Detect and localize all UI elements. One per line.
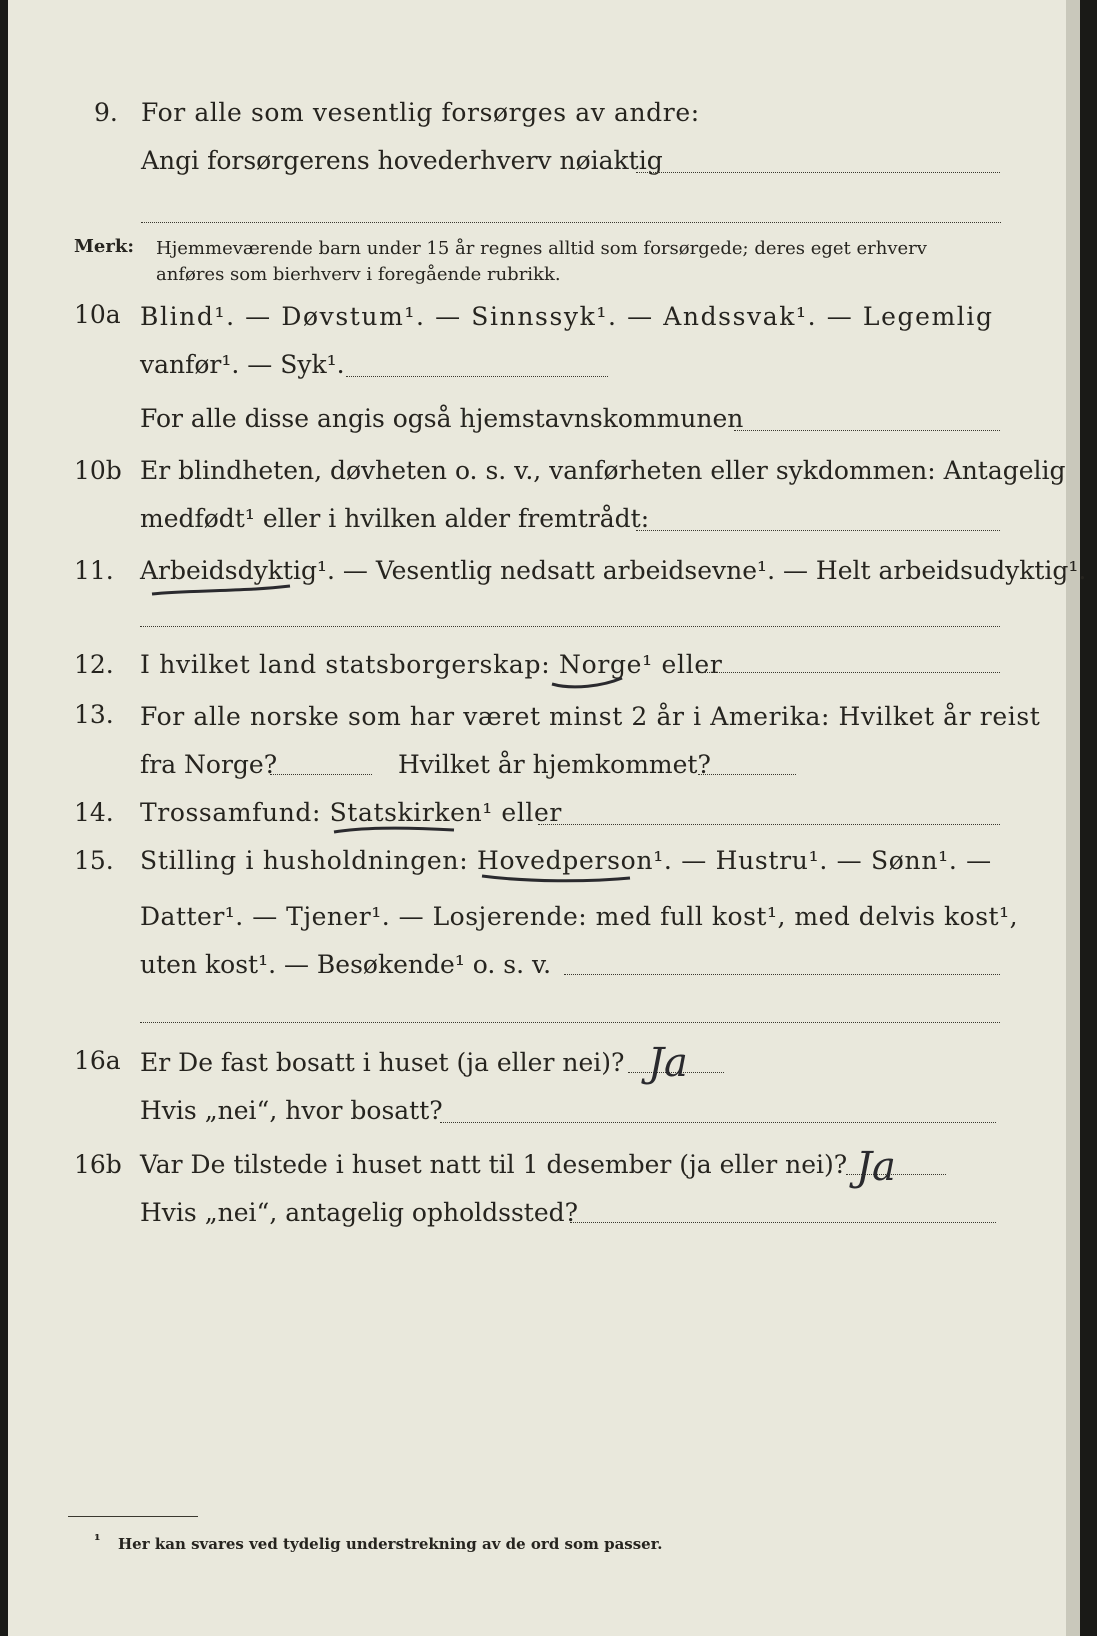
- q10a-number: 10a: [74, 300, 121, 329]
- q14-answer-line[interactable]: [538, 824, 1000, 825]
- q13-hjemkommet-line[interactable]: [698, 774, 796, 775]
- footnote-text: Her kan svares ved tydelig understrekning av de ord som passer.: [118, 1535, 663, 1553]
- q9-line1: For alle som vesentlig forsørges av andre:: [141, 98, 700, 127]
- footnote-rule: [68, 1516, 198, 1517]
- q10b-number: 10b: [74, 456, 122, 485]
- census-form-page: [8, 0, 1087, 1636]
- q9-answer-line[interactable]: [636, 172, 1000, 173]
- q16a-line2: Hvis „nei“, hvor bosatt?: [140, 1096, 443, 1125]
- q11-answer-line[interactable]: [140, 626, 1000, 627]
- q15-underline-mark: [478, 868, 638, 888]
- q10b-answer-line[interactable]: [636, 530, 1000, 531]
- q16b-line2: Hvis „nei“, antagelig opholdssted?: [140, 1198, 579, 1227]
- merk-line2: anføres som bierhverv i foregående rubrikk.: [156, 264, 561, 285]
- q9-answer-line-2[interactable]: [141, 222, 1001, 223]
- q12-line1: I hvilket land statsborgerskap: Norge¹ eller: [140, 650, 723, 679]
- q13-line2b: Hvilket år hjemkommet?: [398, 750, 711, 779]
- q15-line2: Datter¹. — Tjener¹. — Losjerende: med full kost¹, med delvis kost¹,: [140, 902, 1019, 931]
- q16a-line1: Er De fast bosatt i huset (ja eller nei)?: [140, 1048, 625, 1077]
- q16a-number: 16a: [74, 1046, 121, 1075]
- footnote-mark: ¹: [94, 1531, 101, 1549]
- q15-line1: Stilling i husholdningen: Hovedperson¹. — Hustru¹. — Sønn¹. —: [140, 846, 992, 875]
- q15-line3: uten kost¹. — Besøkende¹ o. s. v.: [140, 950, 552, 979]
- q12-underline-mark: [548, 672, 628, 692]
- q9-number: 9.: [94, 98, 118, 127]
- q10b-line2: medfødt¹ eller i hvilken alder fremtrådt:: [140, 504, 650, 533]
- q11-number: 11.: [74, 556, 114, 585]
- q14-number: 14.: [74, 798, 114, 827]
- q16b-number: 16b: [74, 1150, 122, 1179]
- q16b-handwritten-answer: Ja: [856, 1144, 896, 1190]
- q10a-line3: For alle disse angis også hjemstavnskommunen: [140, 404, 744, 433]
- q15-number: 15.: [74, 846, 114, 875]
- q13-reist-line[interactable]: [270, 774, 372, 775]
- q9-line2: Angi forsørgerens hovederhverv nøiaktig: [141, 146, 663, 175]
- q14-line1: Trossamfund: Statskirken¹ eller: [140, 798, 562, 827]
- q10a-kommune-line[interactable]: [734, 430, 1000, 431]
- q11-line1: Arbeidsdyktig¹. — Vesentlig nedsatt arbeidsevne¹. — Helt arbeidsudyktig¹.: [140, 556, 1087, 585]
- q16b-line1: Var De tilstede i huset natt til 1 desember (ja eller nei)?: [140, 1150, 848, 1179]
- q10a-line1: Blind¹. — Døvstum¹. — Sinnssyk¹. — Andssvak¹. — Legemlig: [140, 302, 994, 331]
- q15-answer-line[interactable]: [564, 974, 1000, 975]
- q10a-syk-line[interactable]: [346, 376, 608, 377]
- q11-underline-mark: [148, 580, 298, 600]
- q12-number: 12.: [74, 650, 114, 679]
- q16b-opholdssted-line[interactable]: [570, 1222, 996, 1223]
- q13-number: 13.: [74, 700, 114, 729]
- page-edge: [1066, 0, 1080, 1636]
- q10b-line1: Er blindheten, døvheten o. s. v., vanførheten eller sykdommen: Antagelig: [140, 456, 1066, 485]
- merk-label: Merk:: [74, 236, 134, 257]
- q16a-handwritten-answer: Ja: [648, 1040, 688, 1086]
- q13-line1: For alle norske som har været minst 2 år i Amerika: Hvilket år reist: [140, 702, 1041, 731]
- q15-answer-line-2[interactable]: [140, 1022, 1000, 1023]
- q16a-bosatt-line[interactable]: [440, 1122, 996, 1123]
- q14-underline-mark: [330, 820, 460, 840]
- merk-line1: Hjemmeværende barn under 15 år regnes alltid som forsørgede; deres eget erhverv: [156, 238, 927, 259]
- q10a-line2: vanfør¹. — Syk¹.: [140, 350, 345, 379]
- q13-line2a: fra Norge?: [140, 750, 278, 779]
- q12-answer-line[interactable]: [698, 672, 1000, 673]
